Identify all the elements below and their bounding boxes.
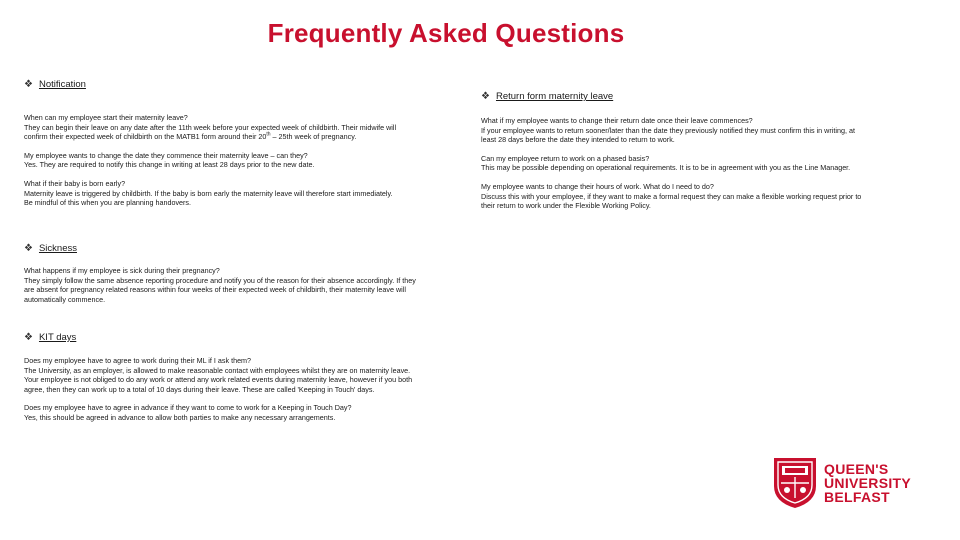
- return-qa: [481, 116, 941, 211]
- notification-qa: [24, 113, 494, 208]
- section-heading-notification: [24, 79, 86, 90]
- section-heading-sickness: [24, 243, 77, 254]
- answer: This may be possible depending on operational requirements. It is to be in agreement with you as the Line Manager.: [481, 163, 851, 173]
- diamond-bullet-icon: ❖: [24, 78, 33, 90]
- question: Can my employee return to work on a phased basis?: [481, 153, 650, 163]
- sickness-qa: [24, 266, 494, 304]
- question: Does my employee have to agree to work during their ML if I ask them?: [24, 356, 252, 365]
- university-logo: [772, 456, 911, 510]
- answer: If your employee wants to return sooner/later than the date they previously notified they must confirm this in writing, at: [481, 125, 855, 135]
- question: When can my employee start their maternity leave?: [24, 113, 188, 122]
- section-label: KIT days: [38, 332, 77, 343]
- section-heading-return: [481, 91, 613, 102]
- section-label: Return form maternity leave: [495, 91, 614, 102]
- logo-text-line: QUEEN'S: [824, 461, 889, 477]
- answer: They can begin their leave on any date after the 11th week before your expected week of childbirth. Their midwife will: [24, 122, 397, 132]
- diamond-bullet-icon: ❖: [24, 331, 33, 343]
- question: What if their baby is born early?: [24, 178, 126, 188]
- diamond-bullet-icon: ❖: [481, 90, 490, 102]
- section-heading-kit: [24, 332, 76, 343]
- page-title: Frequently Asked Questions: [267, 18, 625, 48]
- answer: Yes. They are required to notify this change in writing at least 28 days prior to the new date.: [24, 160, 315, 170]
- answer: are absent for pregnancy related reasons within four weeks of their expected week of childbirth, their maternity leave will: [24, 285, 406, 295]
- qub-crest-icon: [772, 456, 818, 510]
- answer: Your employee is not obliged to do any work or attend any work related events during maternity leave, however if you both: [24, 375, 413, 385]
- section-label: Sickness: [38, 243, 77, 254]
- answer: least 28 days before the date they intended to return to work.: [481, 135, 675, 145]
- logo-text-line: UNIVERSITY: [824, 475, 912, 491]
- answer: They simply follow the same absence reporting procedure and notify you of the reason for their absence accordingly. If they: [24, 275, 416, 285]
- diamond-bullet-icon: ❖: [24, 242, 33, 254]
- question: What happens if my employee is sick during their pregnancy?: [24, 266, 220, 275]
- answer: automatically commence.: [24, 294, 106, 304]
- answer: Be mindful of this when you are planning handovers.: [24, 198, 192, 208]
- question: What if my employee wants to change their return date once their leave commences?: [481, 116, 753, 125]
- answer: confirm their expected week of childbirth on the MATB1 form around their 20th – 25th week of pregnancy.: [24, 131, 357, 142]
- answer: Maternity leave is triggered by childbirth. If the baby is born early the maternity leave will therefore start immediately.: [24, 188, 393, 198]
- question: My employee wants to change their hours of work. What do I need to do?: [481, 181, 714, 191]
- question: Does my employee have to agree in advance if they want to come to work for a Keeping in Touch Day?: [24, 403, 352, 413]
- question: My employee wants to change the date they commence their maternity leave – can they?: [24, 150, 308, 160]
- answer: Yes, this should be agreed in advance to allow both parties to make any necessary arrangements.: [24, 412, 336, 422]
- kit-qa: [24, 356, 494, 423]
- logo-text-line: BELFAST: [824, 489, 890, 505]
- section-label: Notification: [38, 79, 86, 90]
- answer: agree, then they can work up to a total of 10 days during their leave. These are called 'Keeping in Touch' days.: [24, 384, 375, 394]
- answer: Discuss this with your employee, if they want to make a formal request they can make a flexible working request prior to: [481, 191, 862, 201]
- answer: their return to work under the Flexible Working Policy.: [481, 201, 651, 211]
- answer: The University, as an employer, is allowed to make reasonable contact with employees whilst they are on maternity leave.: [24, 365, 411, 375]
